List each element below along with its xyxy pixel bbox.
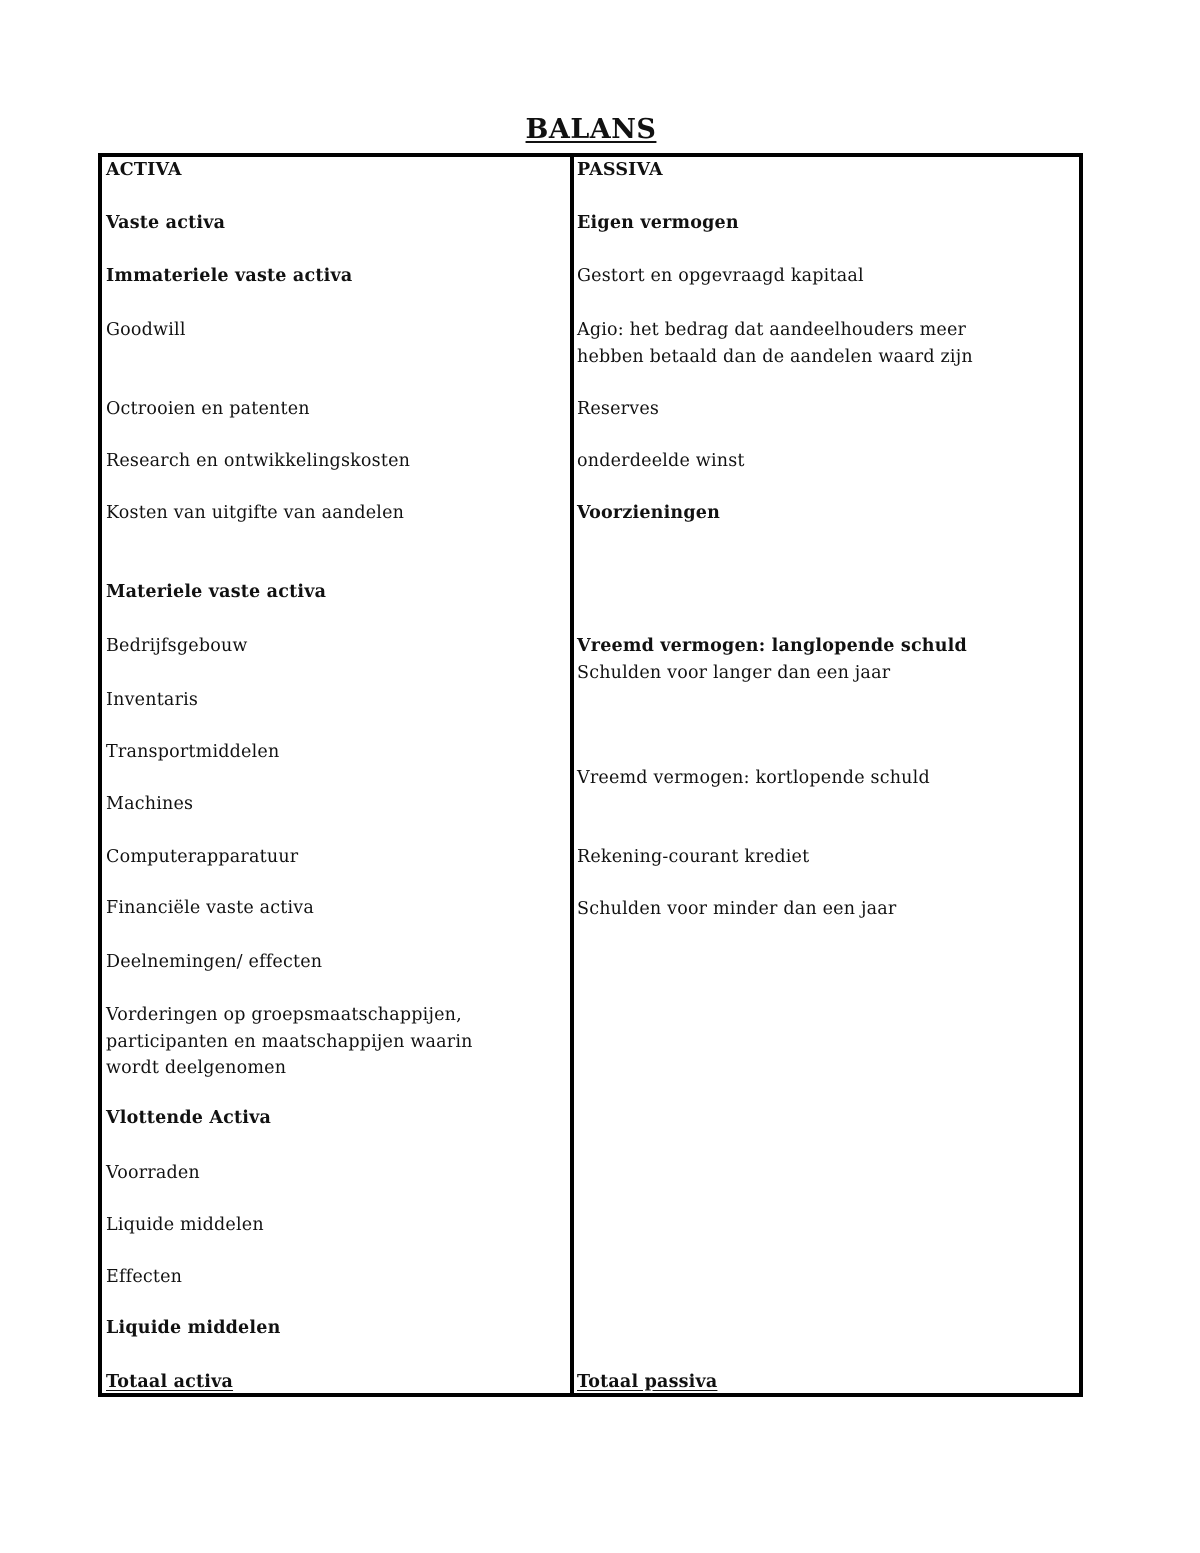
kosten-uitgifte-item: Kosten van uitgifte van aandelen — [106, 503, 405, 523]
totaal-passiva: Totaal passiva — [577, 1372, 718, 1392]
immateriele-heading: Immateriele vaste activa — [106, 266, 353, 286]
vlottende-heading: Vlottende Activa — [106, 1108, 272, 1128]
financiele-item: Financiële vaste activa — [106, 898, 315, 918]
bedrijfsgebouw-item: Bedrijfsgebouw — [106, 636, 248, 656]
voorraden-item: Voorraden — [106, 1163, 200, 1183]
column-divider — [570, 157, 574, 1393]
computer-item: Computerapparatuur — [106, 847, 299, 867]
schulden-langer-item: Schulden voor langer dan een jaar — [577, 663, 891, 683]
passiva-header: PASSIVA — [577, 160, 663, 180]
goodwill-item: Goodwill — [106, 320, 186, 340]
inventaris-item: Inventaris — [106, 690, 199, 710]
schulden-minder-item: Schulden voor minder dan een jaar — [577, 899, 897, 919]
voorzieningen-heading: Voorzieningen — [577, 503, 721, 523]
vaste-activa-heading: Vaste activa — [106, 213, 226, 233]
machines-item: Machines — [106, 794, 194, 814]
effecten-item: Effecten — [106, 1267, 183, 1287]
onderdeelde-winst-item: onderdeelde winst — [577, 451, 745, 471]
transport-item: Transportmiddelen — [106, 742, 280, 762]
eigen-vermogen-heading: Eigen vermogen — [577, 213, 739, 233]
deelnemingen-item: Deelnemingen/ effecten — [106, 952, 323, 972]
agio-item: Agio: het bedrag dat aandeelhouders meer hebben betaald dan de aandelen waard zijn — [577, 320, 973, 367]
liquide-heading: Liquide middelen — [106, 1318, 281, 1338]
vreemd-lang-heading: Vreemd vermogen: langlopende schuld — [577, 636, 967, 656]
rekening-courant-item: Rekening-courant krediet — [577, 847, 810, 867]
totaal-activa: Totaal activa — [106, 1372, 234, 1392]
materiele-heading: Materiele vaste activa — [106, 582, 327, 602]
octrooien-item: Octrooien en patenten — [106, 399, 310, 419]
balance-table — [98, 153, 1083, 1397]
activa-header: ACTIVA — [106, 160, 182, 180]
vreemd-kort-item: Vreemd vermogen: kortlopende schuld — [577, 768, 930, 788]
vorderingen-item: Vorderingen op groepsmaatschappijen, participanten en maatschappijen waarin wordt deelgenomen — [106, 1005, 473, 1078]
reserves-item: Reserves — [577, 399, 660, 419]
liquide-item: Liquide middelen — [106, 1215, 264, 1235]
research-item: Research en ontwikkelingskosten — [106, 451, 411, 471]
gestort-item: Gestort en opgevraagd kapitaal — [577, 266, 864, 286]
page-title: BALANS — [525, 114, 657, 145]
